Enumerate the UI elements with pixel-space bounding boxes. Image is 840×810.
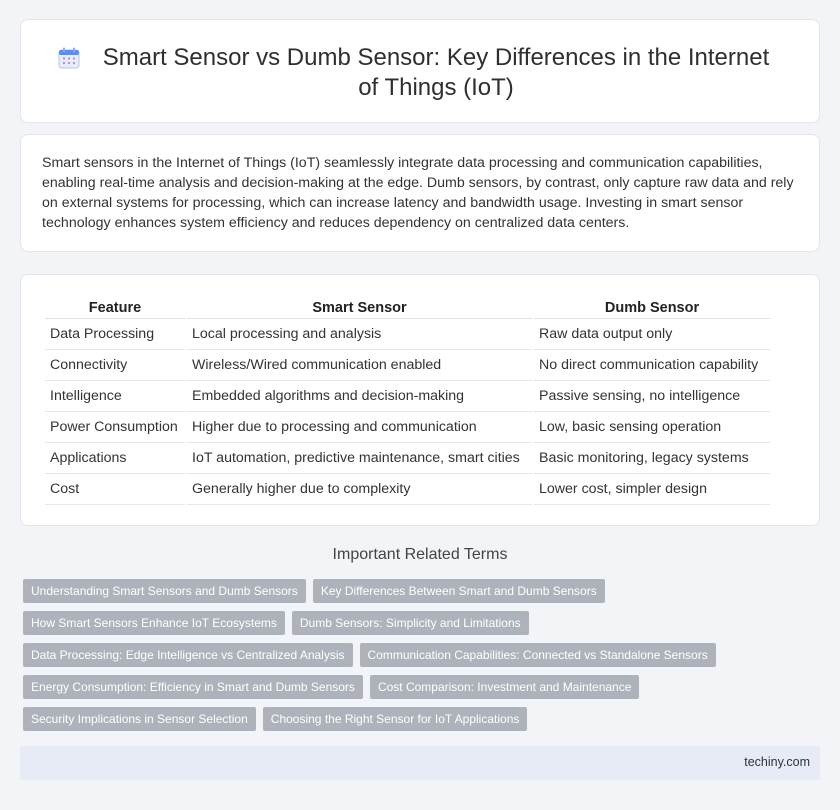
tag-row bbox=[23, 579, 823, 603]
dumb-cell: No direct communication capability bbox=[534, 350, 770, 381]
site-link[interactable]: techiny.com bbox=[744, 755, 810, 769]
comparison-card bbox=[20, 274, 820, 526]
intro-card bbox=[20, 134, 820, 252]
dumb-cell: Lower cost, simpler design bbox=[534, 474, 770, 505]
smart-cell: Generally higher due to complexity bbox=[187, 474, 532, 505]
dumb-cell: Passive sensing, no intelligence bbox=[534, 381, 770, 412]
header-dumb-sensor: Dumb Sensor bbox=[534, 295, 770, 319]
table-row bbox=[45, 412, 770, 443]
smart-cell: Embedded algorithms and decision-making bbox=[187, 381, 532, 412]
dumb-cell: Low, basic sensing operation bbox=[534, 412, 770, 443]
tag-row bbox=[23, 643, 823, 667]
related-terms-list bbox=[23, 579, 823, 739]
related-term-tag[interactable]: Choosing the Right Sensor for IoT Applications bbox=[263, 707, 528, 731]
intro-paragraph: Smart sensors in the Internet of Things (IoT) seamlessly integrate data processing and communication capabilities, enabling real-time analysis and decision-making at the edge. Dumb sensors, by contrast, only capture raw data and rely on external systems for processing, which can increase latency and bandwidth usage. Investing in smart sensor technology enhances system efficiency and reduces dependency on centralized data centers. bbox=[42, 155, 794, 231]
table-row bbox=[45, 319, 770, 350]
smart-cell: Wireless/Wired communication enabled bbox=[187, 350, 532, 381]
dumb-cell: Basic monitoring, legacy systems bbox=[534, 443, 770, 474]
smart-cell: IoT automation, predictive maintenance, smart cities bbox=[187, 443, 532, 474]
related-term-tag[interactable]: Key Differences Between Smart and Dumb Sensors bbox=[313, 579, 605, 603]
title-card bbox=[20, 19, 820, 123]
feature-cell: Cost bbox=[45, 474, 185, 505]
feature-cell: Power Consumption bbox=[45, 412, 185, 443]
header-smart-sensor: Smart Sensor bbox=[187, 295, 532, 319]
related-term-tag[interactable]: Security Implications in Sensor Selection bbox=[23, 707, 256, 731]
footer bbox=[20, 746, 820, 780]
smart-cell: Local processing and analysis bbox=[187, 319, 532, 350]
header-feature: Feature bbox=[45, 295, 185, 319]
table-row bbox=[45, 381, 770, 412]
tag-row bbox=[23, 675, 823, 699]
related-term-tag[interactable]: Understanding Smart Sensors and Dumb Sensors bbox=[23, 579, 306, 603]
related-term-tag[interactable]: Cost Comparison: Investment and Maintenance bbox=[370, 675, 639, 699]
table-row bbox=[45, 474, 770, 505]
related-term-tag[interactable]: Energy Consumption: Efficiency in Smart and Dumb Sensors bbox=[23, 675, 363, 699]
related-terms-heading: Important Related Terms bbox=[332, 546, 508, 563]
table-row bbox=[45, 443, 770, 474]
feature-cell: Applications bbox=[45, 443, 185, 474]
related-term-tag[interactable]: Dumb Sensors: Simplicity and Limitations bbox=[292, 611, 529, 635]
table-row bbox=[45, 350, 770, 381]
feature-cell: Intelligence bbox=[45, 381, 185, 412]
page-title: Smart Sensor vs Dumb Sensor: Key Differences in the Internet of Things (IoT) bbox=[102, 44, 770, 101]
related-term-tag[interactable]: Communication Capabilities: Connected vs Standalone Sensors bbox=[360, 643, 716, 667]
related-term-tag[interactable]: Data Processing: Edge Intelligence vs Centralized Analysis bbox=[23, 643, 353, 667]
related-term-tag[interactable]: How Smart Sensors Enhance IoT Ecosystems bbox=[23, 611, 285, 635]
tag-row bbox=[23, 611, 823, 635]
dumb-cell: Raw data output only bbox=[534, 319, 770, 350]
tag-row bbox=[23, 707, 823, 731]
comparison-table bbox=[43, 295, 772, 505]
smart-cell: Higher due to processing and communication bbox=[187, 412, 532, 443]
feature-cell: Data Processing bbox=[45, 319, 185, 350]
feature-cell: Connectivity bbox=[45, 350, 185, 381]
table-header-row bbox=[45, 295, 770, 319]
